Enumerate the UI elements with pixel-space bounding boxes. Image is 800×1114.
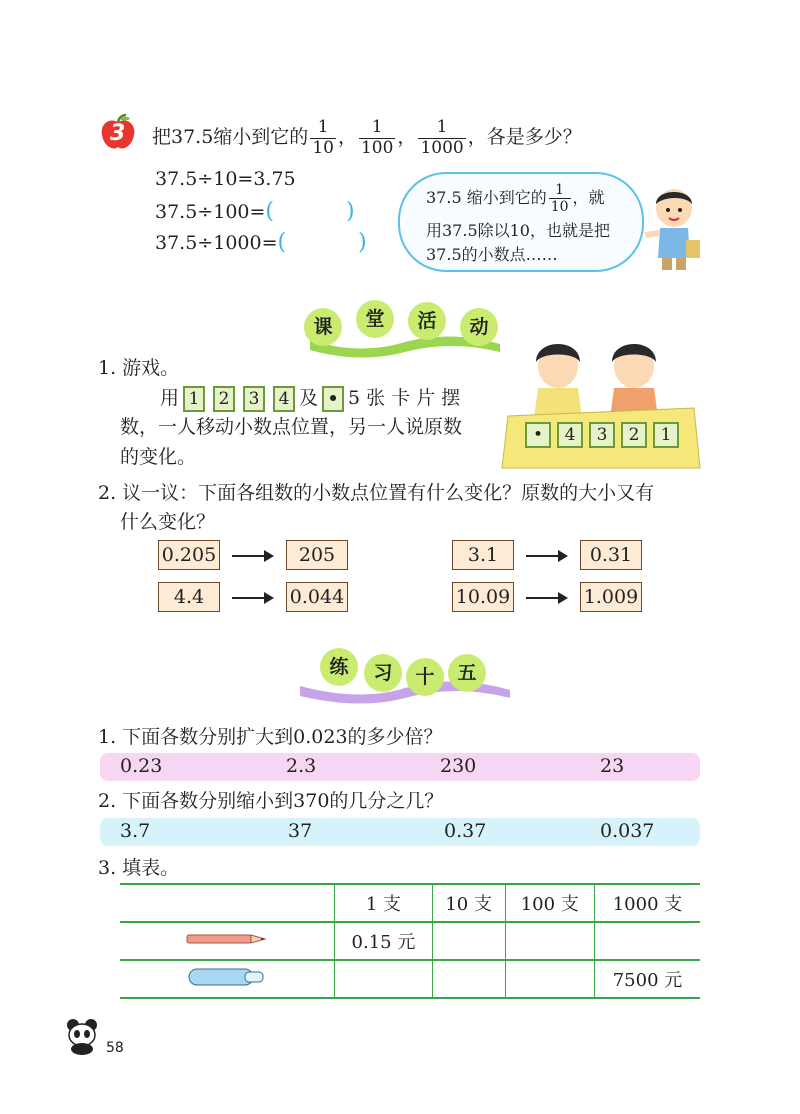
exercise-q2: 2. 下面各数分别缩小到370的几分之几？ [98,790,444,812]
fraction: $\frac{1}{10}$ [312,117,334,158]
answer-blank-open: ( [265,199,275,224]
value: 37 [288,820,313,842]
activity-title-char: 课 [304,308,342,346]
number-box: 0.044 [286,582,348,612]
calc-line-1: 37.5÷10=3.75 [155,168,296,190]
activity-item-1-line-3: 的变化。 [120,446,197,468]
activity-item-1-line-2: 数，一人移动小数点位置，另一人说原数 [120,416,463,438]
activity-title-char: 动 [460,308,498,346]
number-box: 205 [286,540,348,570]
q2-values-band [100,818,700,846]
number-box: 1.009 [580,582,642,612]
fraction: $\frac{1}{1000}$ [420,117,464,158]
fraction: $\frac{1}{100}$ [360,117,394,158]
exercise-title-char: 十 [406,658,444,696]
table-card: • [525,422,551,448]
table-row-pencil: 0.15 元 [120,922,700,960]
boy-teacher-illustration [640,182,704,272]
arrow-right-icon [232,555,272,557]
number-card: 4 [273,386,295,412]
exercise-title-char: 练 [320,648,358,686]
table-cards [522,422,682,448]
activity-title-char: 堂 [356,300,394,338]
number-box: 4.4 [158,582,220,612]
activity-item-2-line-1: 2. 议一议：下面各组数的小数点位置有什么变化？原数的大小又有 [98,482,655,504]
arrow-right-icon [526,555,566,557]
number-card: 3 [243,386,265,412]
answer-blank-close: ) [346,199,355,224]
pencil-icon [185,931,269,947]
number-box: 0.31 [580,540,642,570]
children-card-game-illustration [498,328,702,472]
calc-line-3: 37.5÷1000=( ) [155,230,367,255]
value: 2.3 [286,755,317,777]
number-card: 1 [183,386,205,412]
decimal-point-card: • [322,386,344,412]
answer-blank-open: ( [277,230,287,255]
value: 230 [440,755,477,777]
apple-badge [98,113,138,153]
value: 3.7 [120,820,151,842]
number-box: 0.205 [158,540,220,570]
number-box: 3.1 [452,540,514,570]
table-card: 4 [557,422,583,448]
arrow-right-icon [526,597,566,599]
table-card: 1 [653,422,679,448]
q1-values-band [100,753,700,781]
pen-icon [185,965,269,989]
table-card: 3 [589,422,615,448]
value: 0.037 [600,820,655,842]
table-row-pen: 7500 元 [120,960,700,998]
fill-table [120,883,700,999]
value: 0.23 [120,755,163,777]
table-card: 2 [621,422,647,448]
arrow-right-icon [232,597,272,599]
speech-bubble: 37.5 缩小到它的 $\frac{1}{10}$ ，就 用37.5除以10，也就是把 37.5的小数点…… [398,172,644,272]
exercise-title-char: 五 [448,654,486,692]
value: 0.37 [444,820,487,842]
activity-item-2-line-2: 什么变化？ [120,511,216,533]
exercise-number: 3 [110,121,126,146]
exercise-title-char: 习 [364,654,402,692]
table-header-row: 1 支 10 支 100 支 1000 支 [120,884,700,922]
activity-item-1-line-1: 用 1 2 3 4 及 • 5 张 卡 片 摆 [160,386,460,412]
activity-item-1: 1. 游戏。 [98,357,180,379]
value: 23 [600,755,625,777]
answer-blank-close: ) [358,230,367,255]
number-card: 2 [213,386,235,412]
page-number: 58 [106,1040,124,1056]
question-3: 把37.5缩小到它的 $\frac{1}{10}$ ， $\frac{1}{100}$ ， $\frac{1}{1000}$ ，各是多少？ [152,117,582,158]
exercise-q1: 1. 下面各数分别扩大到0.023的多少倍？ [98,726,443,748]
number-box: 10.09 [452,582,514,612]
calc-line-2: 37.5÷100=( ) [155,199,355,224]
panda-icon [62,1016,102,1056]
activity-title-char: 活 [408,302,446,340]
exercise-q3: 3. 填表。 [98,857,180,879]
